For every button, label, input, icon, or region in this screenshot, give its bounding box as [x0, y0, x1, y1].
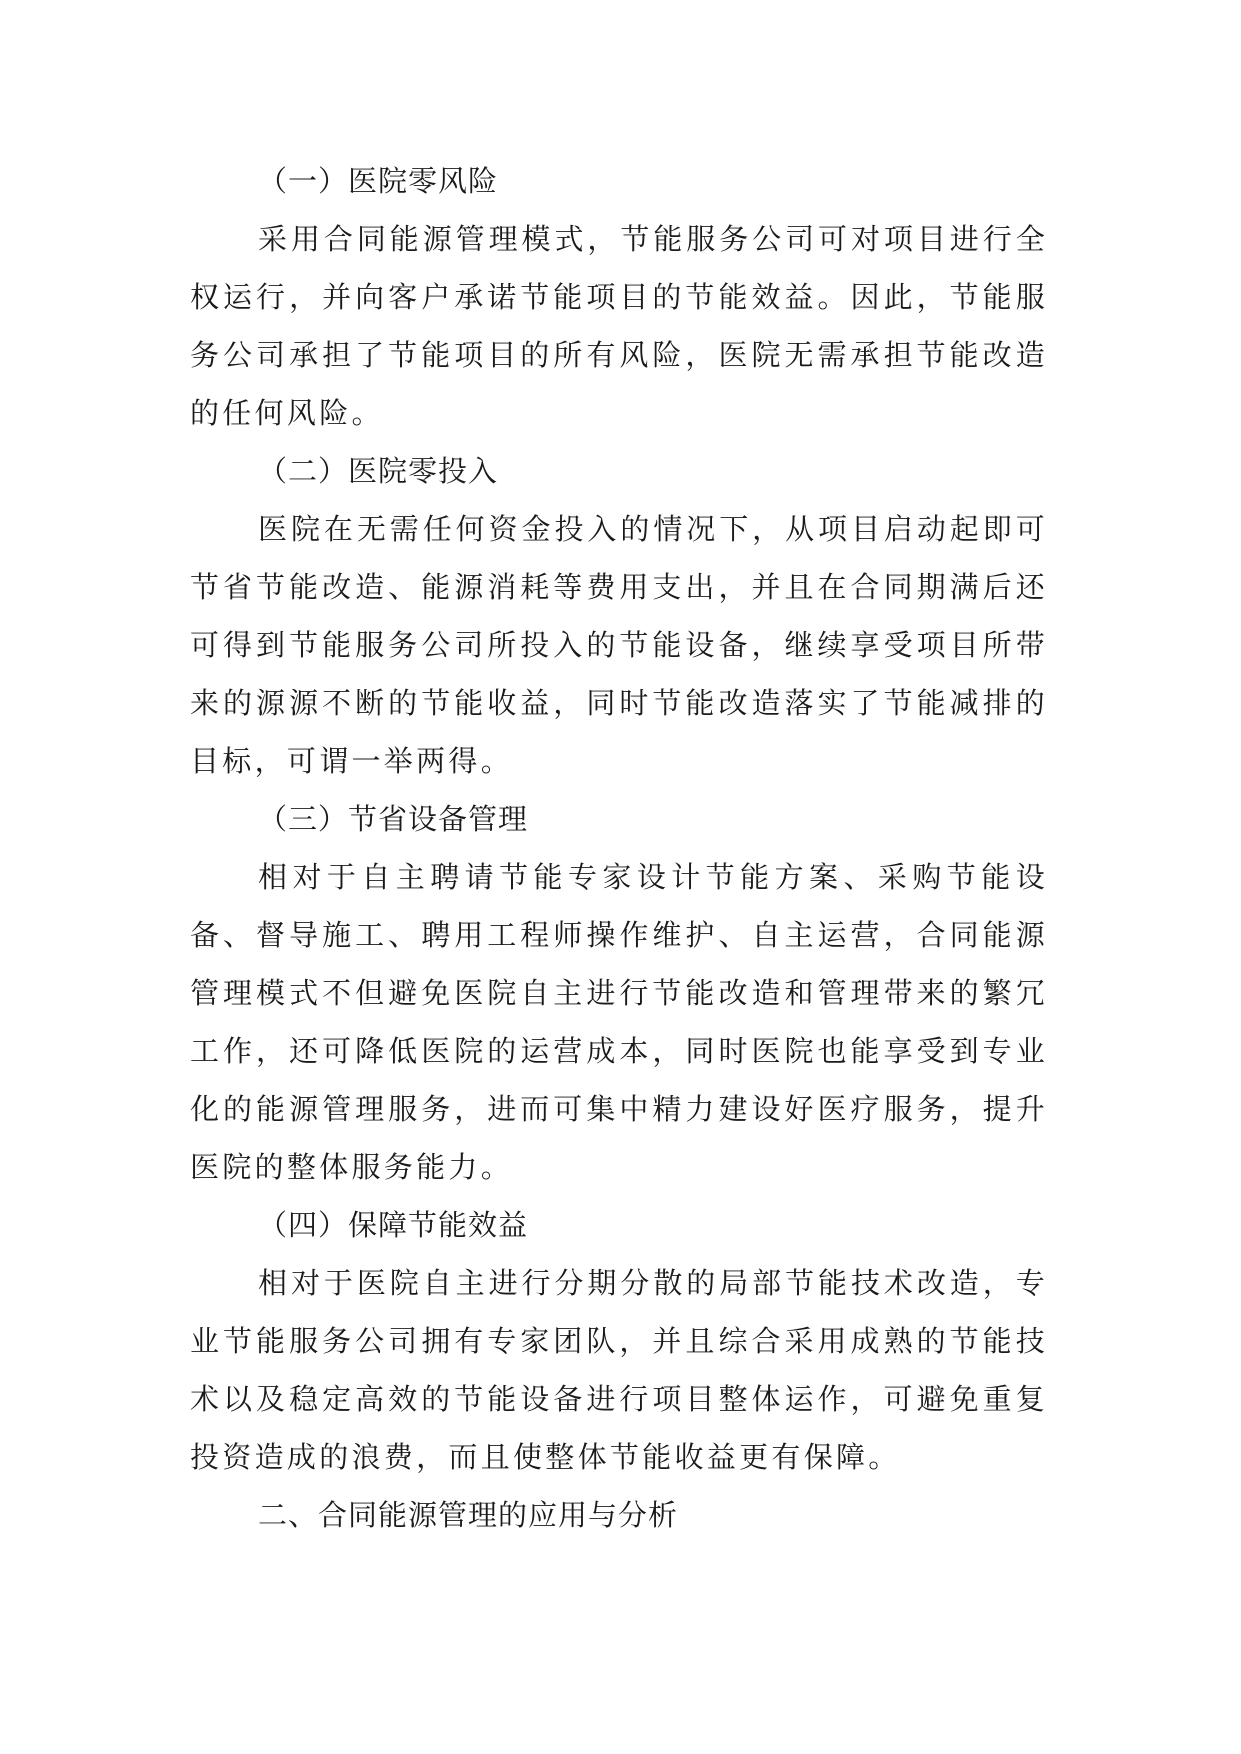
section-heading-4: （四）保障节能效益 — [258, 1208, 529, 1242]
section-heading-2: （二）医院零投入 — [258, 454, 499, 488]
section-heading-1: （一）医院零风险 — [258, 164, 499, 198]
body-paragraph-3: 相对于自主聘请节能专家设计节能方案、采购节能设备、督导施工、聘用工程师操作维护、自主运营，合同能源管理模式不但避免医院自主进行节能改造和管理带来的繁冗工作，还可降低医院的运营成本，同时医院也能享受到专业化的能源管理服务，进而可集中精力建设好医疗服务，提升医院的整体服务能力。 — [190, 860, 1048, 1184]
section-heading-3: （三）节省设备管理 — [258, 802, 529, 836]
document-body — [190, 152, 1048, 1544]
chapter-heading-2: 二、合同能源管理的应用与分析 — [258, 1498, 679, 1532]
body-paragraph-4: 相对于医院自主进行分期分散的局部节能技术改造，专业节能服务公司拥有专家团队，并且综合采用成熟的节能技术以及稳定高效的节能设备进行项目整体运作，可避免重复投资造成的浪费，而且使整体节能收益更有保障。 — [190, 1266, 1048, 1474]
body-paragraph-1: 采用合同能源管理模式，节能服务公司可对项目进行全权运行，并向客户承诺节能项目的节能效益。因此，节能服务公司承担了节能项目的所有风险，医院无需承担节能改造的任何风险。 — [190, 222, 1048, 430]
body-paragraph-2: 医院在无需任何资金投入的情况下，从项目启动起即可节省节能改造、能源消耗等费用支出，并且在合同期满后还可得到节能服务公司所投入的节能设备，继续享受项目所带来的源源不断的节能收益，同时节能改造落实了节能减排的目标，可谓一举两得。 — [190, 512, 1048, 778]
